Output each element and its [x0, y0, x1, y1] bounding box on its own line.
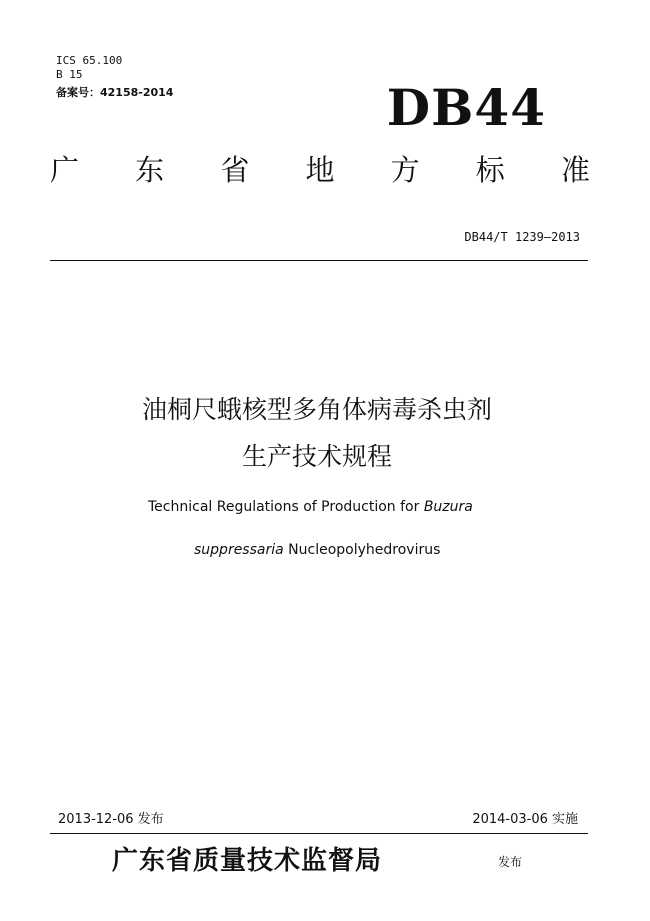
- top-divider: [50, 260, 588, 261]
- issuing-authority: 广东省质量技术监督局: [112, 846, 383, 876]
- standard-type-char: 地: [305, 153, 335, 187]
- publish-label: 发布: [498, 855, 523, 869]
- title-en-line2-italic: suppressaria: [194, 542, 284, 558]
- classification-code: B 15: [56, 68, 83, 81]
- title-en-line2-plain: Nucleopolyhedrovirus: [283, 542, 441, 558]
- title-cn-line1: 油桐尺蛾核型多角体病毒杀虫剂: [141, 395, 492, 424]
- bottom-divider: [50, 833, 588, 834]
- record-number: 备案号：42158-2014: [56, 86, 174, 99]
- implementation-date: 2014-03-06 实施: [472, 812, 578, 827]
- title-en-line1: [148, 498, 473, 516]
- standard-type-char: 方: [390, 153, 420, 187]
- issue-date: 2013-12-06 发布: [58, 812, 164, 827]
- standard-type-char: 广: [50, 153, 80, 187]
- standard-code-logo: DB44: [386, 78, 546, 137]
- title-en-line2: [194, 541, 440, 559]
- standard-type-char: 东: [135, 153, 165, 187]
- title-en-line1-italic: Buzura: [423, 499, 473, 515]
- title-en-line1-plain: Technical Regulations of Production for: [148, 499, 424, 515]
- standard-number: DB44/T 1239—2013: [464, 230, 580, 244]
- standard-type-char: 标: [475, 153, 505, 187]
- standard-type-char: 省: [220, 153, 250, 187]
- standard-type-heading: [50, 152, 590, 188]
- standard-type-char: 准: [560, 153, 590, 187]
- title-cn-line2: 生产技术规程: [241, 442, 392, 471]
- ics-code: ICS 65.100: [56, 54, 123, 67]
